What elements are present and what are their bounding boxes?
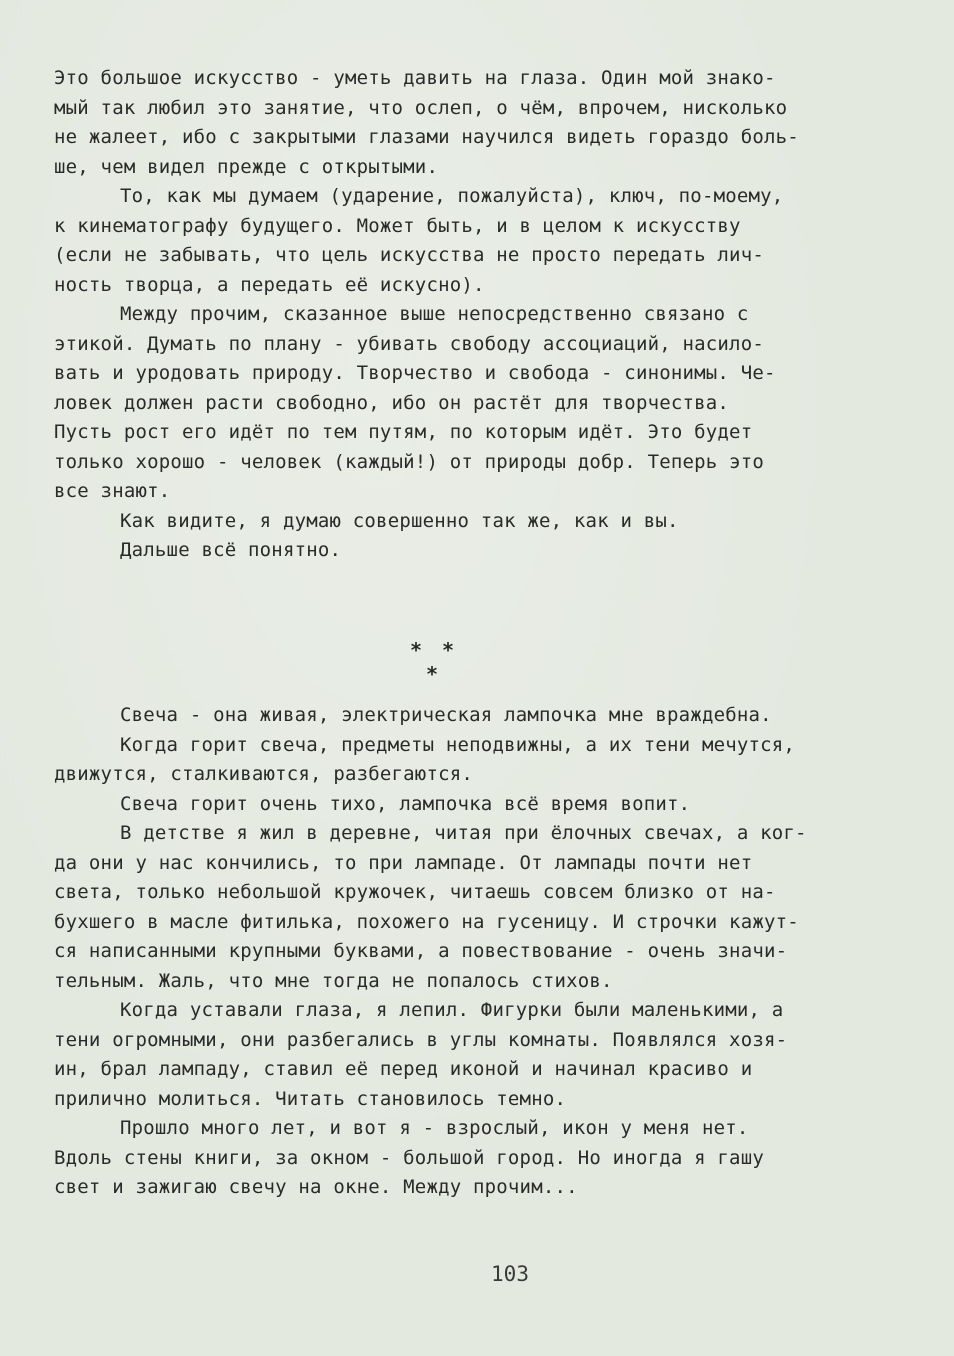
text-line: ин, брал лампаду, ставил её перед иконой и начинал красиво и xyxy=(54,1058,753,1080)
text-line: ся написанными крупными буквами, а повествование - очень значи- xyxy=(54,940,788,962)
text-line: света, только небольшой кружочек, читаешь совсем близко от на- xyxy=(54,881,776,903)
text-line: Прошло много лет, и вот я - взрослый, икон у меня нет. xyxy=(120,1117,749,1139)
text-line: Пусть рост его идёт по тем путям, по которым идёт. Это будет xyxy=(54,421,753,443)
text-line: мый так любил это занятие, что ослеп, о чём, впрочем, нисколько xyxy=(54,96,788,119)
text-line: В детстве я жил в деревне, читая при ёлочных свечах, а ког- xyxy=(120,822,807,844)
text-line: только хорошо - человек (каждый!) от природы добр. Теперь это xyxy=(54,450,764,473)
text-line: ность творца, а передать её искусно). xyxy=(54,273,485,296)
text-line: да они у нас кончились, то при лампаде. От лампады почти нет xyxy=(54,851,753,874)
text-line: вать и уродовать природу. Творчество и свобода - синонимы. Че- xyxy=(54,362,776,384)
text-line: ше, чем видел прежде с открытыми. xyxy=(54,155,439,178)
paragraph xyxy=(54,507,894,537)
paragraph xyxy=(54,996,894,1114)
text-line: не жалеет, ибо с закрытыми глазами научился видеть гораздо боль- xyxy=(54,126,799,148)
paragraph xyxy=(54,536,894,566)
paragraph xyxy=(54,64,894,182)
text-line: Свеча - она живая, электрическая лампочка мне враждебна. xyxy=(120,704,772,726)
paragraph xyxy=(54,300,894,507)
text-line: прилично молиться. Читать становилось темно. xyxy=(54,1087,567,1110)
text-line: То, как мы думаем (ударение, пожалуйста), ключ, по-моему, xyxy=(120,185,784,207)
paragraph xyxy=(54,182,894,300)
text-line: к кинематографу будущего. Может быть, и в целом к искусству xyxy=(54,214,741,237)
text-line: Это большое искусство - уметь давить на глаза. Один мой знако- xyxy=(54,67,776,89)
text-line: Как видите, я думаю совершенно так же, как и вы. xyxy=(120,509,679,532)
section-separator: * * * xyxy=(409,638,459,686)
paragraph xyxy=(54,790,894,820)
paragraph xyxy=(54,731,894,790)
text-line: ловек должен расти свободно, ибо он растёт для творчества. xyxy=(54,391,730,414)
paragraph xyxy=(54,1114,894,1203)
text-line: Между прочим, сказанное выше непосредственно связано с xyxy=(120,303,749,325)
text-block-part-2 xyxy=(54,701,894,1203)
text-line: Вдоль стены книги, за окном - большой город. Но иногда я гашу xyxy=(54,1146,764,1169)
text-line: бухшего в масле фитилька, похожего на гусеницу. И строчки кажут- xyxy=(54,910,799,933)
text-line: Когда уставали глаза, я лепил. Фигурки были маленькими, а xyxy=(120,999,784,1021)
page-number: 103 xyxy=(491,1262,529,1286)
paragraph xyxy=(54,701,894,731)
text-line: тени огромными, они разбегались в углы комнаты. Появлялся хозя- xyxy=(54,1028,788,1051)
text-line: (если не забывать, что цель искусства не просто передать лич- xyxy=(54,244,764,266)
text-line: тельным. Жаль, что мне тогда не попалось стихов. xyxy=(54,969,613,992)
text-line: Свеча горит очень тихо, лампочка всё время вопит. xyxy=(120,792,691,815)
paragraph xyxy=(54,819,894,996)
text-line: Дальше всё понятно. xyxy=(120,539,342,561)
text-line: все знают. xyxy=(54,480,171,502)
text-block-part-1 xyxy=(54,64,894,566)
text-line: свет и зажигаю свечу на окне. Между прочим... xyxy=(54,1176,578,1198)
text-line: Когда горит свеча, предметы неподвижны, а их тени мечутся, xyxy=(120,733,796,756)
text-line: этикой. Думать по плану - убивать свободу ассоциаций, насило- xyxy=(54,332,764,355)
text-line: движутся, сталкиваются, разбегаются. xyxy=(54,763,474,785)
